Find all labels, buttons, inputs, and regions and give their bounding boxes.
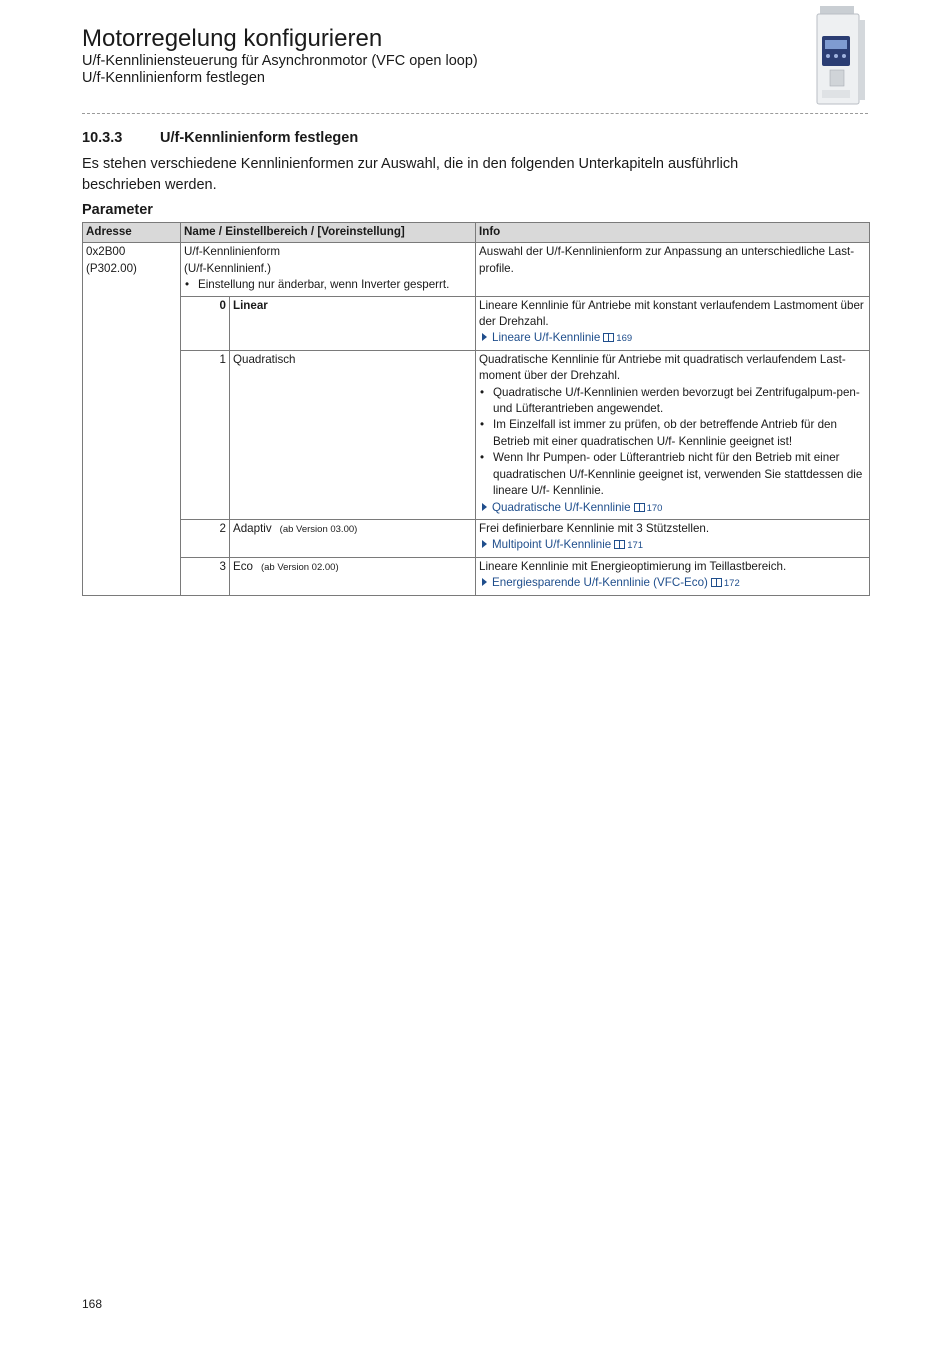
option-label: Linear xyxy=(233,298,268,312)
parameter-table xyxy=(82,222,870,596)
arrow-right-icon xyxy=(482,540,487,548)
column-header-name: Name / Einstellbereich / [Voreinstellung] xyxy=(181,223,476,243)
option-label-cell xyxy=(230,350,476,519)
address-code: (P302.00) xyxy=(86,261,137,275)
book-icon xyxy=(614,540,625,549)
option-label-cell xyxy=(230,296,476,350)
param-info: Auswahl der U/f-Kennlinienform zur Anpassung an unterschiedliche Last-profile. xyxy=(479,245,855,275)
link-text: Multipoint U/f-Kennlinie xyxy=(492,538,612,552)
option-info: Lineare Kennlinie für Antriebe mit konstant verlaufendem Lastmoment über der Drehzahl. xyxy=(479,298,864,329)
option-info-cell xyxy=(476,519,870,557)
address-hex: 0x2B00 xyxy=(86,245,126,259)
header-divider xyxy=(82,113,868,114)
option-value: 3 xyxy=(181,557,230,595)
option-label-cell xyxy=(230,557,476,595)
list-item: • Im Einzelfall ist immer zu prüfen, ob der betreffende Antrieb für den Betrieb mit einer quadratischen U/f- Kennlinie geeignet ist! xyxy=(479,417,866,450)
list-item: • Quadratische U/f-Kennlinien werden bevorzugt bei Zentrifugalpum-pen- und Lüfterantrieben angewendet. xyxy=(479,385,866,418)
option-info-cell xyxy=(476,296,870,350)
option-label-cell xyxy=(230,519,476,557)
option-label: Adaptiv xyxy=(233,521,272,535)
cross-reference-link[interactable] xyxy=(479,575,866,592)
option-label: Eco xyxy=(233,559,253,573)
table-row xyxy=(83,243,870,296)
parameter-heading: Parameter xyxy=(82,202,153,218)
param-note: • Einstellung nur änderbar, wenn Inverter gesperrt. xyxy=(184,277,472,293)
cross-reference-link[interactable] xyxy=(479,537,866,554)
info-cell xyxy=(476,243,870,296)
option-info: Lineare Kennlinie mit Energieoptimierung im Teillastbereich. xyxy=(479,559,787,573)
cross-reference-link[interactable] xyxy=(479,330,866,347)
option-value: 2 xyxy=(181,519,230,557)
page-ref: 169 xyxy=(616,333,633,345)
page-title: Motorregelung konfigurieren xyxy=(82,25,383,52)
book-icon xyxy=(711,578,722,587)
cross-reference-link[interactable] xyxy=(479,500,866,517)
option-info-cell xyxy=(476,557,870,595)
table-header-row xyxy=(83,223,870,243)
column-header-address: Adresse xyxy=(83,223,181,243)
option-info: Frei definierbare Kennlinie mit 3 Stützstellen. xyxy=(479,521,710,535)
option-info-cell xyxy=(476,350,870,519)
option-value: 1 xyxy=(181,350,230,519)
table-row xyxy=(83,519,870,557)
section-subtitle: U/f-Kennlinienform festlegen xyxy=(82,70,265,86)
section-title: U/f-Kennlinienform festlegen xyxy=(160,130,359,146)
list-item: • Wenn Ihr Pumpen- oder Lüfterantrieb nicht für den Betrieb mit einer quadratischen U/f-Kennlinie geeignet ist, verwenden Sie stattdessen die lineare U/f- Kennlinie. xyxy=(479,450,866,499)
link-text: Lineare U/f-Kennlinie xyxy=(492,331,601,345)
option-version: (ab Version 03.00) xyxy=(279,523,358,535)
inverter-device-image xyxy=(814,6,868,106)
chapter-subtitle: U/f-Kennliniensteuerung für Asynchronmotor (VFC open loop) xyxy=(82,53,478,69)
table-row xyxy=(83,350,870,519)
option-version: (ab Version 02.00) xyxy=(260,561,339,573)
page-ref: 170 xyxy=(646,502,663,514)
page-ref: 172 xyxy=(723,578,740,590)
address-cell xyxy=(83,243,181,595)
option-value: 0 xyxy=(181,296,230,350)
page-number: 168 xyxy=(82,1297,103,1311)
arrow-right-icon xyxy=(482,333,487,341)
option-label: Quadratisch xyxy=(233,352,296,366)
arrow-right-icon xyxy=(482,578,487,586)
page-ref: 171 xyxy=(627,540,644,552)
book-icon xyxy=(603,333,614,342)
link-text: Quadratische U/f-Kennlinie xyxy=(492,500,631,514)
param-name: U/f-Kennlinienform xyxy=(184,245,281,259)
section-intro: Es stehen verschiedene Kennlinienformen zur Auswahl, die in den folgenden Unterkapiteln ausführlich beschrieben werden. xyxy=(82,156,739,193)
table-row xyxy=(83,557,870,595)
section-number: 10.3.3 xyxy=(82,130,123,146)
param-short-name: (U/f-Kennlinienf.) xyxy=(184,261,271,275)
name-cell xyxy=(181,243,476,296)
book-icon xyxy=(634,503,645,512)
link-text: Energiesparende U/f-Kennlinie (VFC-Eco) xyxy=(492,576,708,590)
table-row xyxy=(83,296,870,350)
option-info: Quadratische Kennlinie für Antriebe mit quadratisch verlaufendem Last-moment über der Drehzahl. xyxy=(479,352,846,383)
arrow-right-icon xyxy=(482,503,487,511)
column-header-info: Info xyxy=(476,223,870,243)
